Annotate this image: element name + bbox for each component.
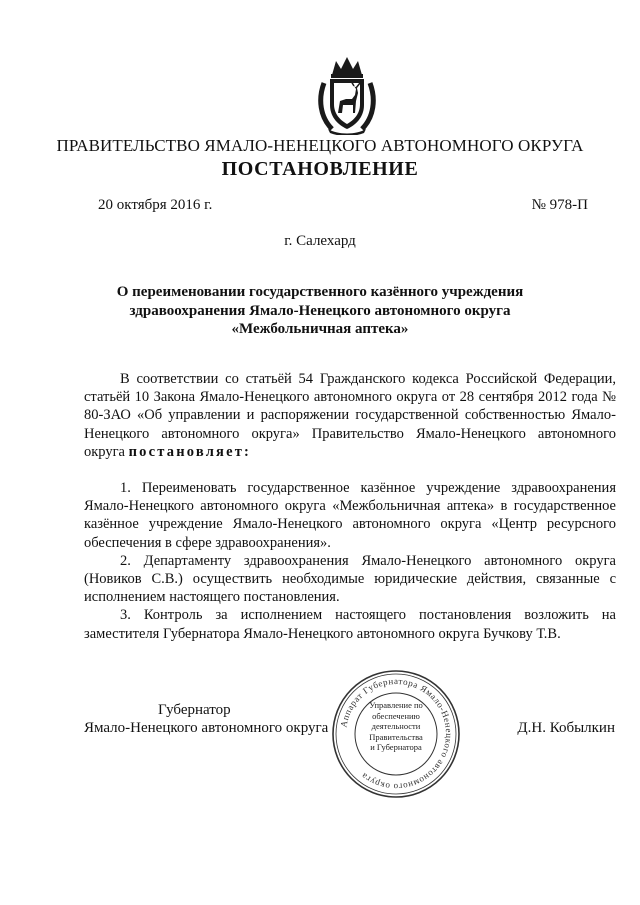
title-line: О переименовании государственного казённого учреждения (116, 284, 524, 300)
document-body (84, 370, 616, 643)
signatory-role-line-1: Губернатор (158, 702, 231, 718)
title-line: «Межбольничная аптека» (231, 321, 409, 337)
item-paragraph-3: 3. Контроль за исполнением настоящего постановления возложить на заместителя Губернатора Ямало-Ненецкого автономного округа Бучкову Т.В. (84, 607, 616, 642)
document-title (0, 283, 640, 339)
coat-of-arms-emblem (318, 55, 376, 135)
signatory-role-line-2: Ямало-Ненецкого автономного округа (84, 720, 329, 736)
preamble-paragraph (84, 370, 616, 461)
signatory-name: Д.Н. Кобылкин (517, 720, 615, 736)
stamp-line: Управление по (369, 700, 423, 710)
resolves-word: постановляет: (128, 443, 252, 460)
document-type-heading: ПОСТАНОВЛЕНИЕ (221, 158, 419, 180)
document-number: № 978-П (531, 197, 588, 213)
stamp-inner-text (358, 700, 434, 753)
item-paragraph-2: 2. Департаменту здравоохранения Ямало-Ненецкого автономного округа (Новиков С.В.) осуществить необходимые юридические действия, связанные с исполнением настоящего постановления. (84, 552, 616, 606)
stamp-line: деятельности (371, 721, 421, 731)
item-paragraph-1: 1. Переименовать государственное казённое учреждение здравоохранения Ямало-Ненецкого автономного округа «Межбольничная аптека» в государственное казённое учреждение Ямало-Ненецкого автономного округа «Центр ресурсного обеспечения в сфере здравоохранения». (84, 480, 616, 551)
document-date: 20 октября 2016 г. (98, 197, 213, 213)
stamp-line: Правительства (369, 731, 423, 742)
document-city: г. Салехард (284, 233, 356, 249)
stamp-ring-text: Аппарат Губернатора Ямало-Ненецкого автономного округа (338, 675, 455, 793)
government-heading: ПРАВИТЕЛЬСТВО ЯМАЛО-НЕНЕЦКОГО АВТОНОМНОГО ОКРУГА (56, 136, 584, 155)
stamp-line: обеспечению (372, 710, 420, 721)
stamp-line: и Губернатора (370, 742, 422, 752)
title-line: здравоохранения Ямало-Ненецкого автономного округа (129, 302, 511, 319)
preamble-text: В соответствии со статьёй 54 Гражданского кодекса Российской Федерации, статьёй 10 Закона Ямало-Ненецкого автономного округа от 28 сентября 2012 года № 80-ЗАО «Об управлении и распоряжении государственной собственностью Ямало-Ненецкого автономного округа» Правительство Ямало-Ненецкого автономного округа (84, 371, 616, 460)
